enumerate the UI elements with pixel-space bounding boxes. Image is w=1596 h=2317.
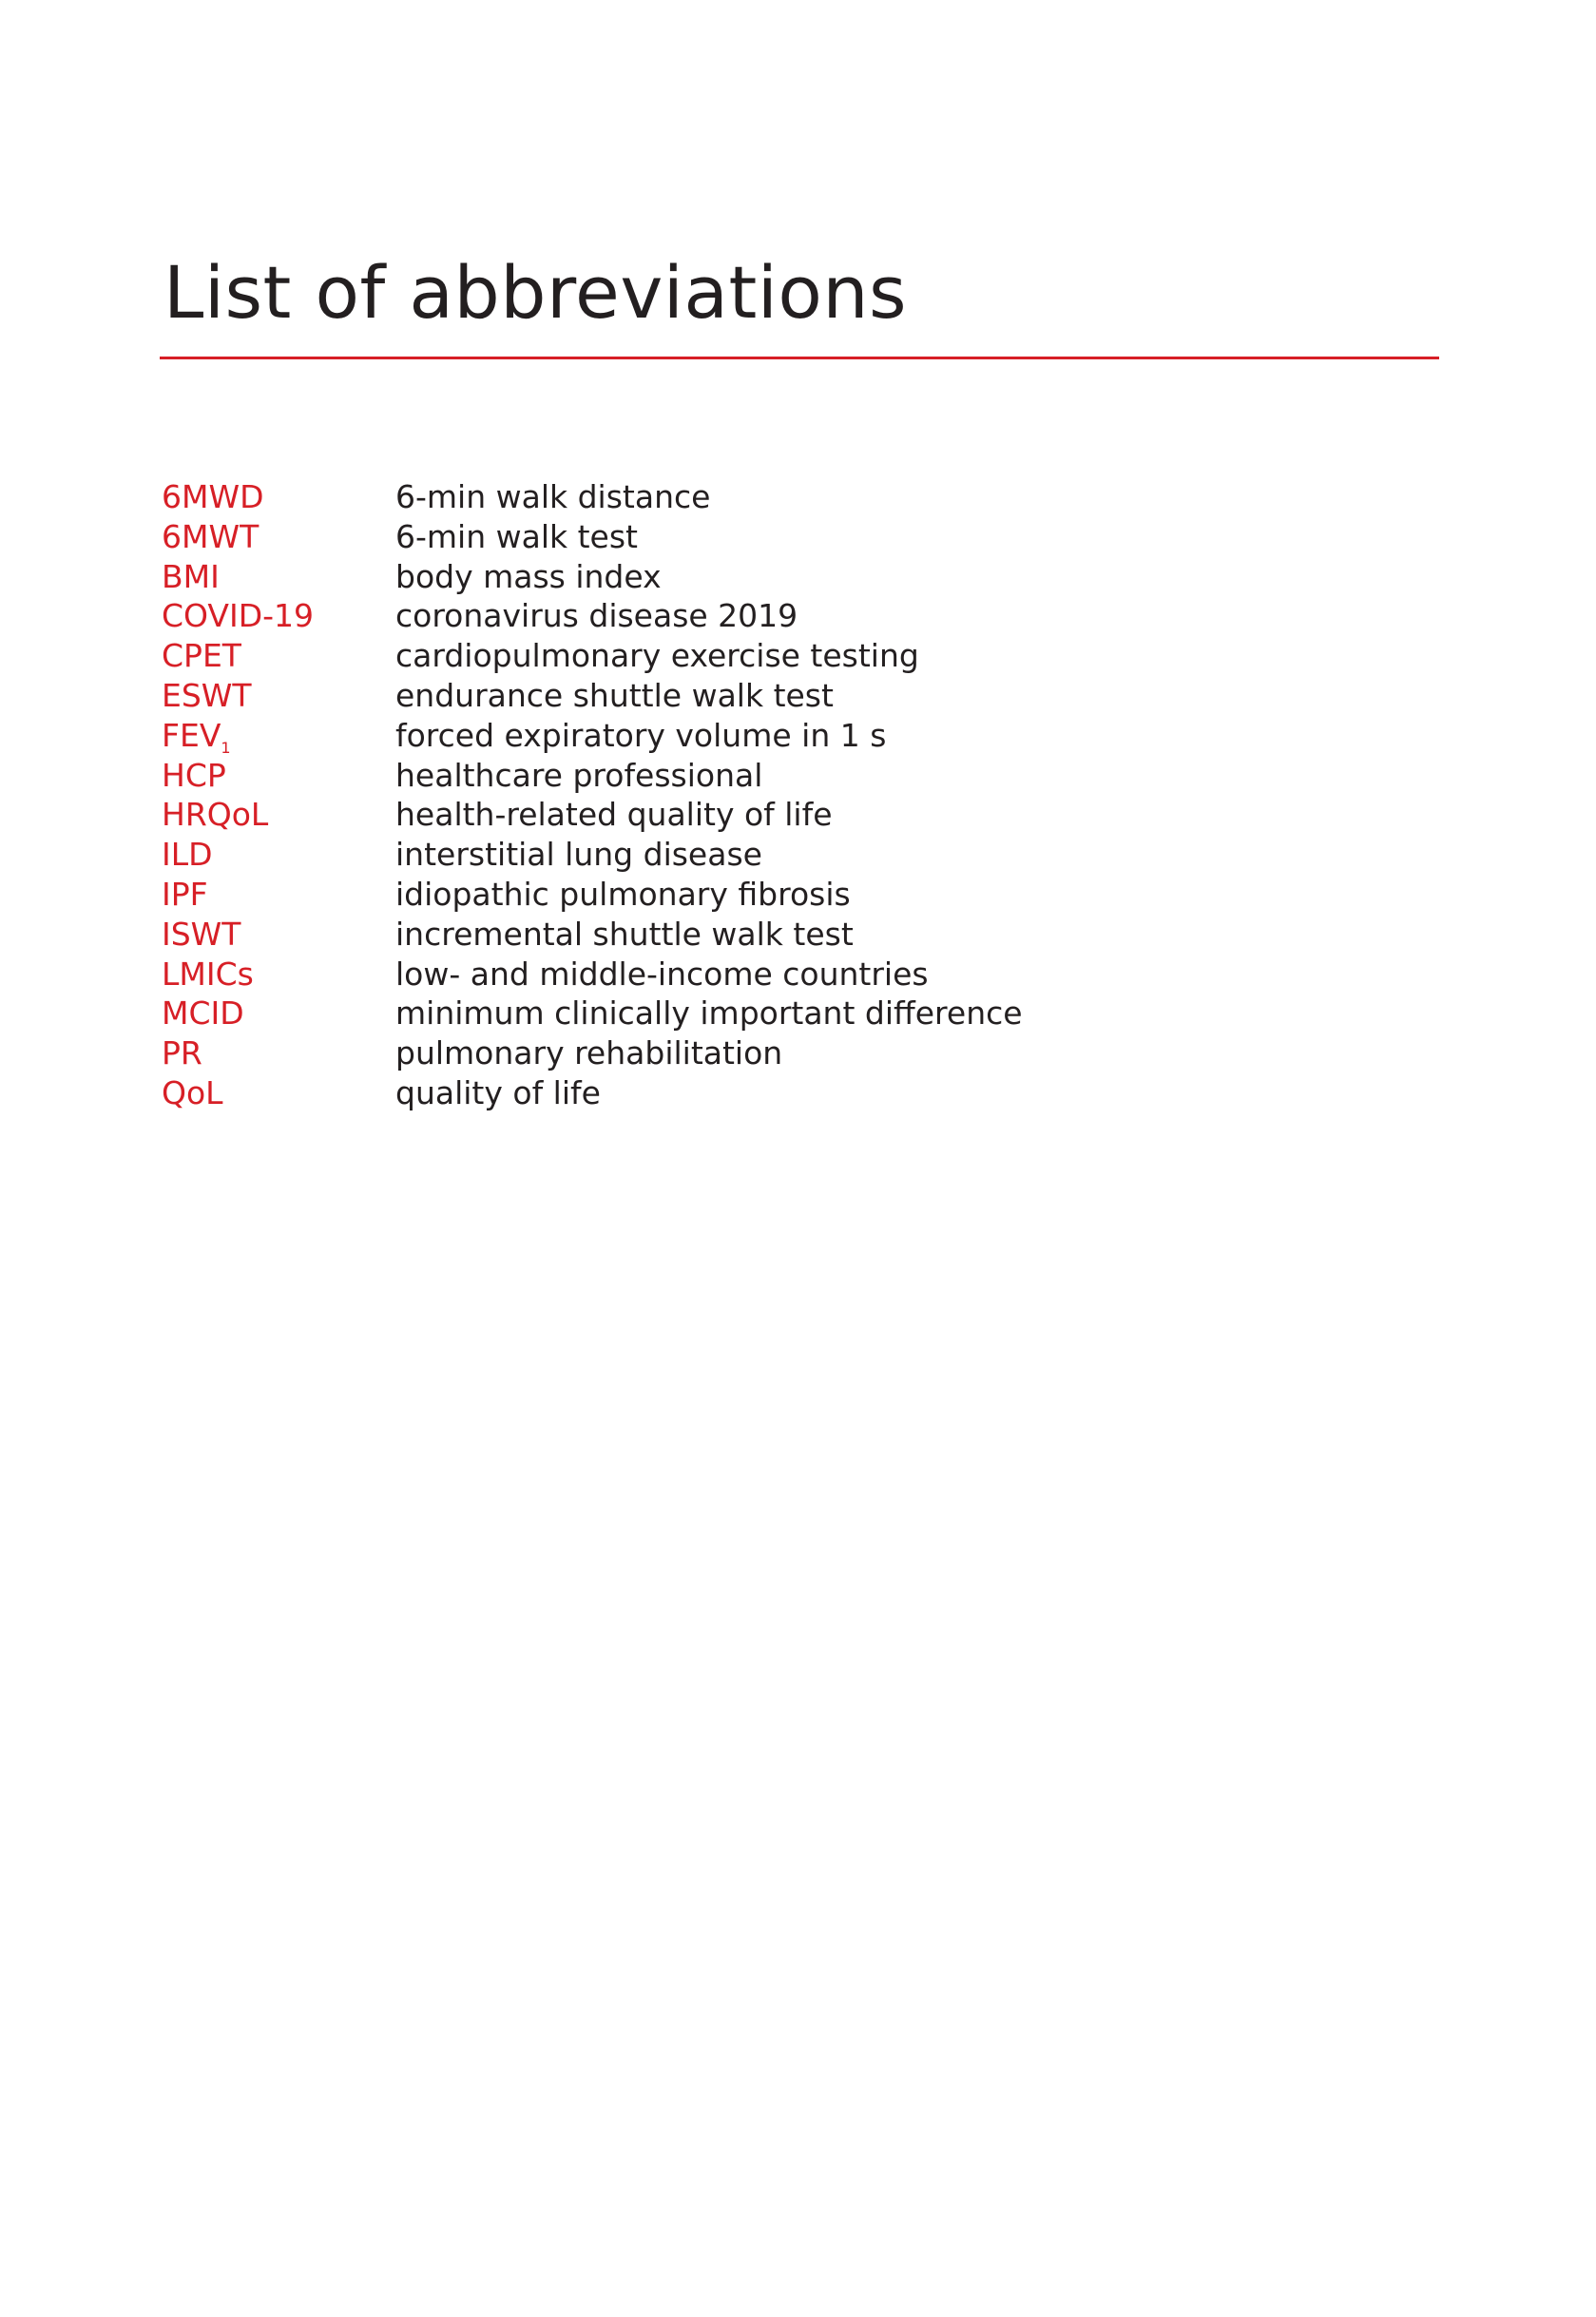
list-item — [162, 716, 1023, 756]
abbreviation-term: BMI — [162, 557, 220, 595]
abbreviation-definition: forced expiratory volume in 1 s — [395, 716, 887, 754]
abbreviation-definition: low- and middle-income countries — [395, 955, 929, 993]
list-item — [162, 596, 1023, 636]
list-item — [162, 994, 1023, 1033]
abbreviation-term: LMICs — [162, 955, 254, 993]
abbreviation-definition: idiopathic pulmonary fibrosis — [395, 875, 851, 913]
abbreviation-definition: body mass index — [395, 557, 662, 595]
abbreviation-definition: quality of life — [395, 1073, 601, 1111]
abbreviation-definition: interstitial lung disease — [395, 836, 762, 874]
abbreviation-term: PR — [162, 1034, 202, 1072]
abbreviation-term: QoL — [162, 1073, 223, 1111]
abbreviation-definition: endurance shuttle walk test — [395, 676, 834, 714]
list-item — [162, 756, 1023, 796]
list-item — [162, 795, 1023, 835]
abbreviation-term: CPET — [162, 637, 241, 675]
abbreviation-definition: 6-min walk test — [395, 517, 638, 555]
abbreviation-term: 6MWD — [162, 478, 264, 515]
abbreviation-definition: incremental shuttle walk test — [395, 915, 854, 953]
abbreviation-term-subscript: 1 — [221, 738, 231, 757]
abbreviation-term: ISWT — [162, 915, 241, 953]
title-divider — [160, 357, 1439, 359]
list-item — [162, 557, 1023, 597]
list-item — [162, 1033, 1023, 1073]
abbreviation-term: COVID-19 — [162, 597, 315, 635]
abbreviation-term: ILD — [162, 836, 213, 874]
abbreviation-term-base: FEV — [162, 716, 221, 754]
list-item — [162, 477, 1023, 517]
list-item — [162, 915, 1023, 955]
abbreviation-definition: coronavirus disease 2019 — [395, 597, 798, 635]
list-item — [162, 955, 1023, 994]
list-item — [162, 1073, 1023, 1113]
abbreviation-definition: health-related quality of life — [395, 796, 833, 834]
abbreviation-term — [162, 716, 395, 756]
abbreviation-term: 6MWT — [162, 517, 260, 555]
abbreviation-term: ESWT — [162, 676, 252, 714]
abbreviation-term: HRQoL — [162, 796, 269, 834]
abbreviation-list — [162, 477, 1023, 1113]
list-item — [162, 636, 1023, 676]
abbreviation-definition: healthcare professional — [395, 756, 763, 794]
list-item — [162, 875, 1023, 915]
list-item — [162, 835, 1023, 875]
abbreviation-term: HCP — [162, 756, 226, 794]
abbreviation-definition: 6-min walk distance — [395, 478, 711, 515]
list-item — [162, 676, 1023, 716]
abbreviation-term: IPF — [162, 875, 208, 913]
abbreviation-definition: cardiopulmonary exercise testing — [395, 637, 919, 675]
abbreviation-term: MCID — [162, 994, 244, 1033]
page-title: List of abbreviations — [163, 250, 908, 335]
abbreviation-definition: pulmonary rehabilitation — [395, 1034, 783, 1072]
abbreviation-definition: minimum clinically important difference — [395, 994, 1023, 1033]
list-item — [162, 517, 1023, 557]
